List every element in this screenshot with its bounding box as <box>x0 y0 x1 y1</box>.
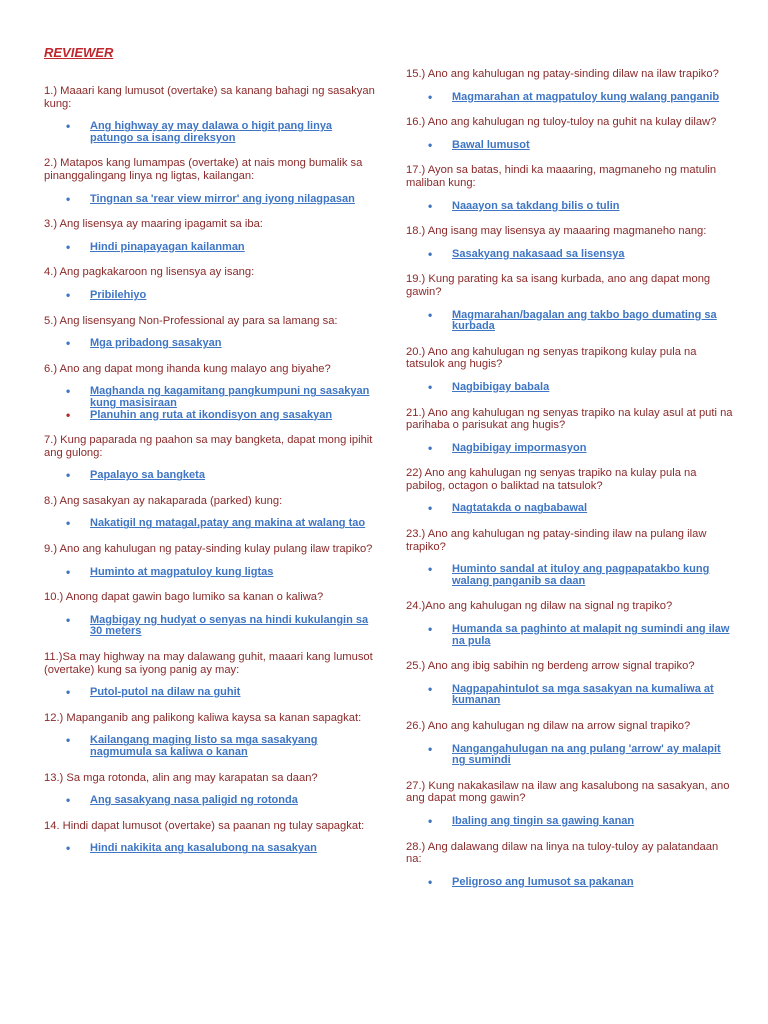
answer-item <box>428 681 736 707</box>
answer-item <box>66 687 376 699</box>
question-block <box>406 841 736 889</box>
bullet-icon: • <box>428 681 433 696</box>
question-text: 7.) Kung paparada ng paahon sa may bangketa, dapat mong ipihit ang gulong: <box>44 434 373 459</box>
answer-item <box>66 407 376 422</box>
answer-list <box>406 564 736 587</box>
question-text: 24.)Ano ang kahulugan ng dilaw na signal ng trapiko? <box>406 600 673 613</box>
answer-text: Nangangahulugan na ang pulang 'arrow' ay malapit ng sumindi <box>452 742 721 767</box>
question-block <box>406 407 736 455</box>
question-text: 1.) Maaari kang lumusot (overtake) sa kanang bahagi ng sasakyan kung: <box>44 85 375 110</box>
answer-item <box>66 564 376 579</box>
question-text: 5.) Ang lisensyang Non-Professional ay para sa lamang sa: <box>44 314 338 327</box>
question-block <box>406 225 736 260</box>
page-title: REVIEWER <box>44 45 114 60</box>
answer-list <box>406 440 736 455</box>
question-text: 26.) Ano ang kahulugan ng dilaw na arrow signal trapiko? <box>406 720 691 732</box>
answer-item <box>428 137 736 152</box>
question-block <box>406 164 736 212</box>
answer-text: Nagbibigay babala <box>452 380 550 393</box>
bullet-icon: • <box>66 612 71 627</box>
question-text: 10.) Anong dapat gawin bago lumiko sa kanan o kaliwa? <box>44 591 324 604</box>
question-block <box>406 273 736 332</box>
answer-item <box>66 191 376 206</box>
question-block <box>44 157 376 205</box>
bullet-icon: • <box>428 379 433 394</box>
answer-list <box>44 795 376 807</box>
question-text: 8.) Ang sasakyan ay nakaparada (parked) kung: <box>44 494 283 507</box>
answer-item <box>428 198 736 213</box>
bullet-icon: • <box>428 813 433 828</box>
question-block <box>44 712 376 759</box>
answer-list <box>406 624 736 647</box>
question-text: 20.) Ano ang kahulugan ng senyas trapikong kulay pula na tatsulok ang hugis? <box>406 345 697 371</box>
answer-list <box>406 89 736 104</box>
answer-list <box>44 386 376 421</box>
answer-list <box>406 813 736 828</box>
bullet-icon: • <box>66 336 71 351</box>
question-text: 22) Ano ang kahulugan ng senyas trapiko na kulay pula na pabilog, octagon o baliktad na tatsulok? <box>406 467 697 492</box>
answer-list <box>406 198 736 213</box>
answer-list <box>406 137 736 152</box>
question-block <box>406 720 736 767</box>
answer-list <box>406 681 736 707</box>
answer-item <box>428 624 736 647</box>
answer-list <box>44 121 376 144</box>
bullet-icon: • <box>428 198 433 213</box>
question-text: 11.)Sa may highway na may dalawang guhit, maaari kang lumusot (overtake) kung sa iyong panig ay may: <box>44 651 373 676</box>
question-text: 21.) Ano ang kahulugan ng senyas trapiko na kulay asul at puti na parihaba o parisukat ang hugis? <box>406 406 733 432</box>
answer-list <box>44 518 376 530</box>
answer-item <box>66 338 376 350</box>
answer-text: Huminto sandal at ituloy ang pagpapatakbo kung walang panganib sa daan <box>452 563 710 587</box>
question-text: 19.) Kung parating ka sa isang kurbada, ano ang dapat mong gawin? <box>406 273 711 298</box>
answer-text: Magmarahan at magpatuloy kung walang panganib <box>452 90 720 103</box>
question-block <box>44 85 376 144</box>
question-text: 15.) Ano ang kahulugan ng patay-sinding dilaw na ilaw trapiko? <box>406 68 719 80</box>
answer-text: Sasakyang nakasaad sa lisensya <box>452 247 625 260</box>
answer-text: Kailangang maging listo sa mga sasakyang nagmumula sa kaliwa o kanan <box>90 734 318 758</box>
answer-text: Bawal lumusot <box>452 138 530 151</box>
question-block <box>44 218 376 253</box>
answer-item <box>428 440 736 455</box>
answer-list <box>406 503 736 515</box>
bullet-icon: • <box>66 119 71 134</box>
answer-item <box>66 735 376 758</box>
bullet-icon: • <box>66 793 71 808</box>
question-text: 27.) Kung nakakasilaw na ilaw ang kasalubong na sasakyan, ano ang dapat mong gawin? <box>406 779 730 805</box>
question-text: 12.) Mapanganib ang palikong kaliwa kaysa sa kanan sapagkat: <box>44 711 362 724</box>
question-text: 23.) Ano ang kahulugan ng patay-sinding ilaw na pulang ilaw trapiko? <box>406 528 707 553</box>
answer-list <box>406 741 736 767</box>
bullet-icon: • <box>66 191 71 206</box>
answer-item <box>428 741 736 767</box>
bullet-icon: • <box>66 407 71 422</box>
answer-item <box>66 518 376 530</box>
answer-list <box>44 843 376 855</box>
answer-item <box>66 843 376 855</box>
question-text: 28.) Ang dalawang dilaw na linya na tuloy-tuloy ay palatandaan na: <box>406 840 719 866</box>
answer-text: Hindi nakikita ang kasalubong na sasakyan <box>90 842 317 855</box>
bullet-icon: • <box>428 501 433 516</box>
bullet-icon: • <box>66 564 71 579</box>
answer-item <box>66 386 376 409</box>
answer-text: Papalayo sa bangketa <box>90 469 205 482</box>
question-block <box>44 543 376 578</box>
answer-item <box>66 121 376 144</box>
right-question-list <box>406 68 736 888</box>
answer-text: Nagtatakda o nagbabawal <box>452 502 588 515</box>
answer-text: Putol-putol na dilaw na guhit <box>90 686 241 699</box>
question-block <box>406 660 736 707</box>
question-block <box>406 528 736 587</box>
bullet-icon: • <box>66 287 71 302</box>
question-block <box>44 363 376 421</box>
bullet-icon: • <box>66 685 71 700</box>
bullet-icon: • <box>428 137 433 152</box>
answer-text: Huminto at magpatuloy kung ligtas <box>90 565 274 578</box>
answer-item <box>66 239 376 254</box>
answer-text: Nagbibigay impormasyon <box>452 441 587 454</box>
question-block <box>406 780 736 828</box>
answer-item <box>66 287 376 302</box>
answer-list <box>44 687 376 699</box>
answer-item <box>428 379 736 394</box>
answer-list <box>44 735 376 758</box>
question-block <box>44 772 376 807</box>
answer-text: Tingnan sa 'rear view mirror' ang iyong nilagpasan <box>90 192 355 205</box>
question-block <box>44 651 376 699</box>
answer-text: Nakatigil ng matagal,patay ang makina at walang tao <box>90 517 366 530</box>
answer-list <box>406 874 736 889</box>
answer-list <box>44 470 376 482</box>
bullet-icon: • <box>428 89 433 104</box>
bullet-icon: • <box>428 622 433 637</box>
question-text: 18.) Ang isang may lisensya ay maaaring magmaneho nang: <box>406 225 707 238</box>
question-text: 9.) Ano ang kahulugan ng patay-sinding kulay pulang ilaw trapiko? <box>44 543 373 556</box>
answer-list <box>44 612 376 638</box>
left-column <box>44 0 376 868</box>
answer-item <box>66 795 376 807</box>
answer-text: Humanda sa paghinto at malapit ng sumindi ang ilaw na pula <box>452 623 730 647</box>
bullet-icon: • <box>428 874 433 889</box>
answer-list <box>44 287 376 302</box>
answer-text: Nagpapahintulot sa mga sasakyan na kumaliwa at kumanan <box>452 682 714 707</box>
answer-text: Planuhin ang ruta at ikondisyon ang sasakyan <box>90 408 333 421</box>
answer-text: Magmarahan/bagalan ang takbo bago dumating sa kurbada <box>452 308 717 333</box>
left-question-list <box>44 85 376 855</box>
bullet-icon: • <box>66 384 71 399</box>
bullet-icon: • <box>66 516 71 531</box>
answer-item <box>66 612 376 638</box>
bullet-icon: • <box>428 741 433 756</box>
answer-list <box>44 239 376 254</box>
answer-item <box>66 470 376 482</box>
answer-text: Pribilehiyo <box>90 288 147 301</box>
answer-text: Mga pribadong sasakyan <box>90 337 222 350</box>
question-block <box>44 315 376 350</box>
question-text: 25.) Ano ang ibig sabihin ng berdeng arrow signal trapiko? <box>406 660 695 673</box>
answer-text: Ibaling ang tingin sa gawing kanan <box>452 814 635 827</box>
question-block <box>44 434 376 482</box>
answer-text: Hindi pinapayagan kailanman <box>90 240 245 253</box>
bullet-icon: • <box>66 841 71 856</box>
question-text: 16.) Ano ang kahulugan ng tuloy-tuloy na guhit na kulay dilaw? <box>406 116 717 129</box>
answer-text: Maghanda ng kagamitang pangkumpuni ng sasakyan kung masisiraan <box>90 385 370 409</box>
bullet-icon: • <box>66 468 71 483</box>
answer-list <box>406 307 736 333</box>
question-block <box>44 266 376 301</box>
bullet-icon: • <box>428 307 433 322</box>
answer-text: Peligroso ang lumusot sa pakanan <box>452 875 634 888</box>
bullet-icon: • <box>66 733 71 748</box>
answer-item <box>428 564 736 587</box>
question-text: 4.) Ang pagkakaroon ng lisensya ay isang: <box>44 266 255 279</box>
question-block <box>406 68 736 103</box>
answer-list <box>44 338 376 350</box>
bullet-icon: • <box>66 239 71 254</box>
question-block <box>44 495 376 530</box>
question-text: 14. Hindi dapat lumusot (overtake) sa paanan ng tulay sapagkat: <box>44 819 365 832</box>
answer-text: Ang highway ay may dalawa o higit pang linya patungo sa isang direksyon <box>90 120 333 144</box>
question-block <box>406 346 736 394</box>
answer-list <box>406 379 736 394</box>
question-text: 2.) Matapos kang lumampas (overtake) at nais mong bumalik sa pinanggalingang linya ng ligtas, kailangan: <box>44 157 363 182</box>
answer-item <box>428 874 736 889</box>
answer-list <box>406 246 736 261</box>
right-column <box>406 0 736 901</box>
answer-text: Naaayon sa takdang bilis o tulin <box>452 199 620 212</box>
answer-item <box>428 89 736 104</box>
answer-text: Magbigay ng hudyat o senyas na hindi kukulangin sa 30 meters <box>90 613 369 638</box>
question-block <box>44 591 376 638</box>
question-block <box>406 467 736 515</box>
bullet-icon: • <box>428 246 433 261</box>
bullet-icon: • <box>428 440 433 455</box>
bullet-icon: • <box>428 562 433 577</box>
question-text: 13.) Sa mga rotonda, alin ang may karapatan sa daan? <box>44 771 318 784</box>
question-block <box>406 600 736 647</box>
question-text: 3.) Ang lisensya ay maaring ipagamit sa iba: <box>44 218 263 231</box>
question-block <box>44 820 376 855</box>
answer-item <box>428 813 736 828</box>
question-text: 17.) Ayon sa batas, hindi ka maaaring, magmaneho ng matulin maliban kung: <box>406 164 717 189</box>
answer-list <box>44 191 376 206</box>
answer-item <box>428 503 736 515</box>
answer-item <box>428 246 736 261</box>
question-text: 6.) Ano ang dapat mong ihanda kung malayo ang biyahe? <box>44 362 331 375</box>
question-block <box>406 116 736 151</box>
answer-text: Ang sasakyang nasa paligid ng rotonda <box>90 794 298 807</box>
answer-list <box>44 564 376 579</box>
answer-item <box>428 307 736 333</box>
